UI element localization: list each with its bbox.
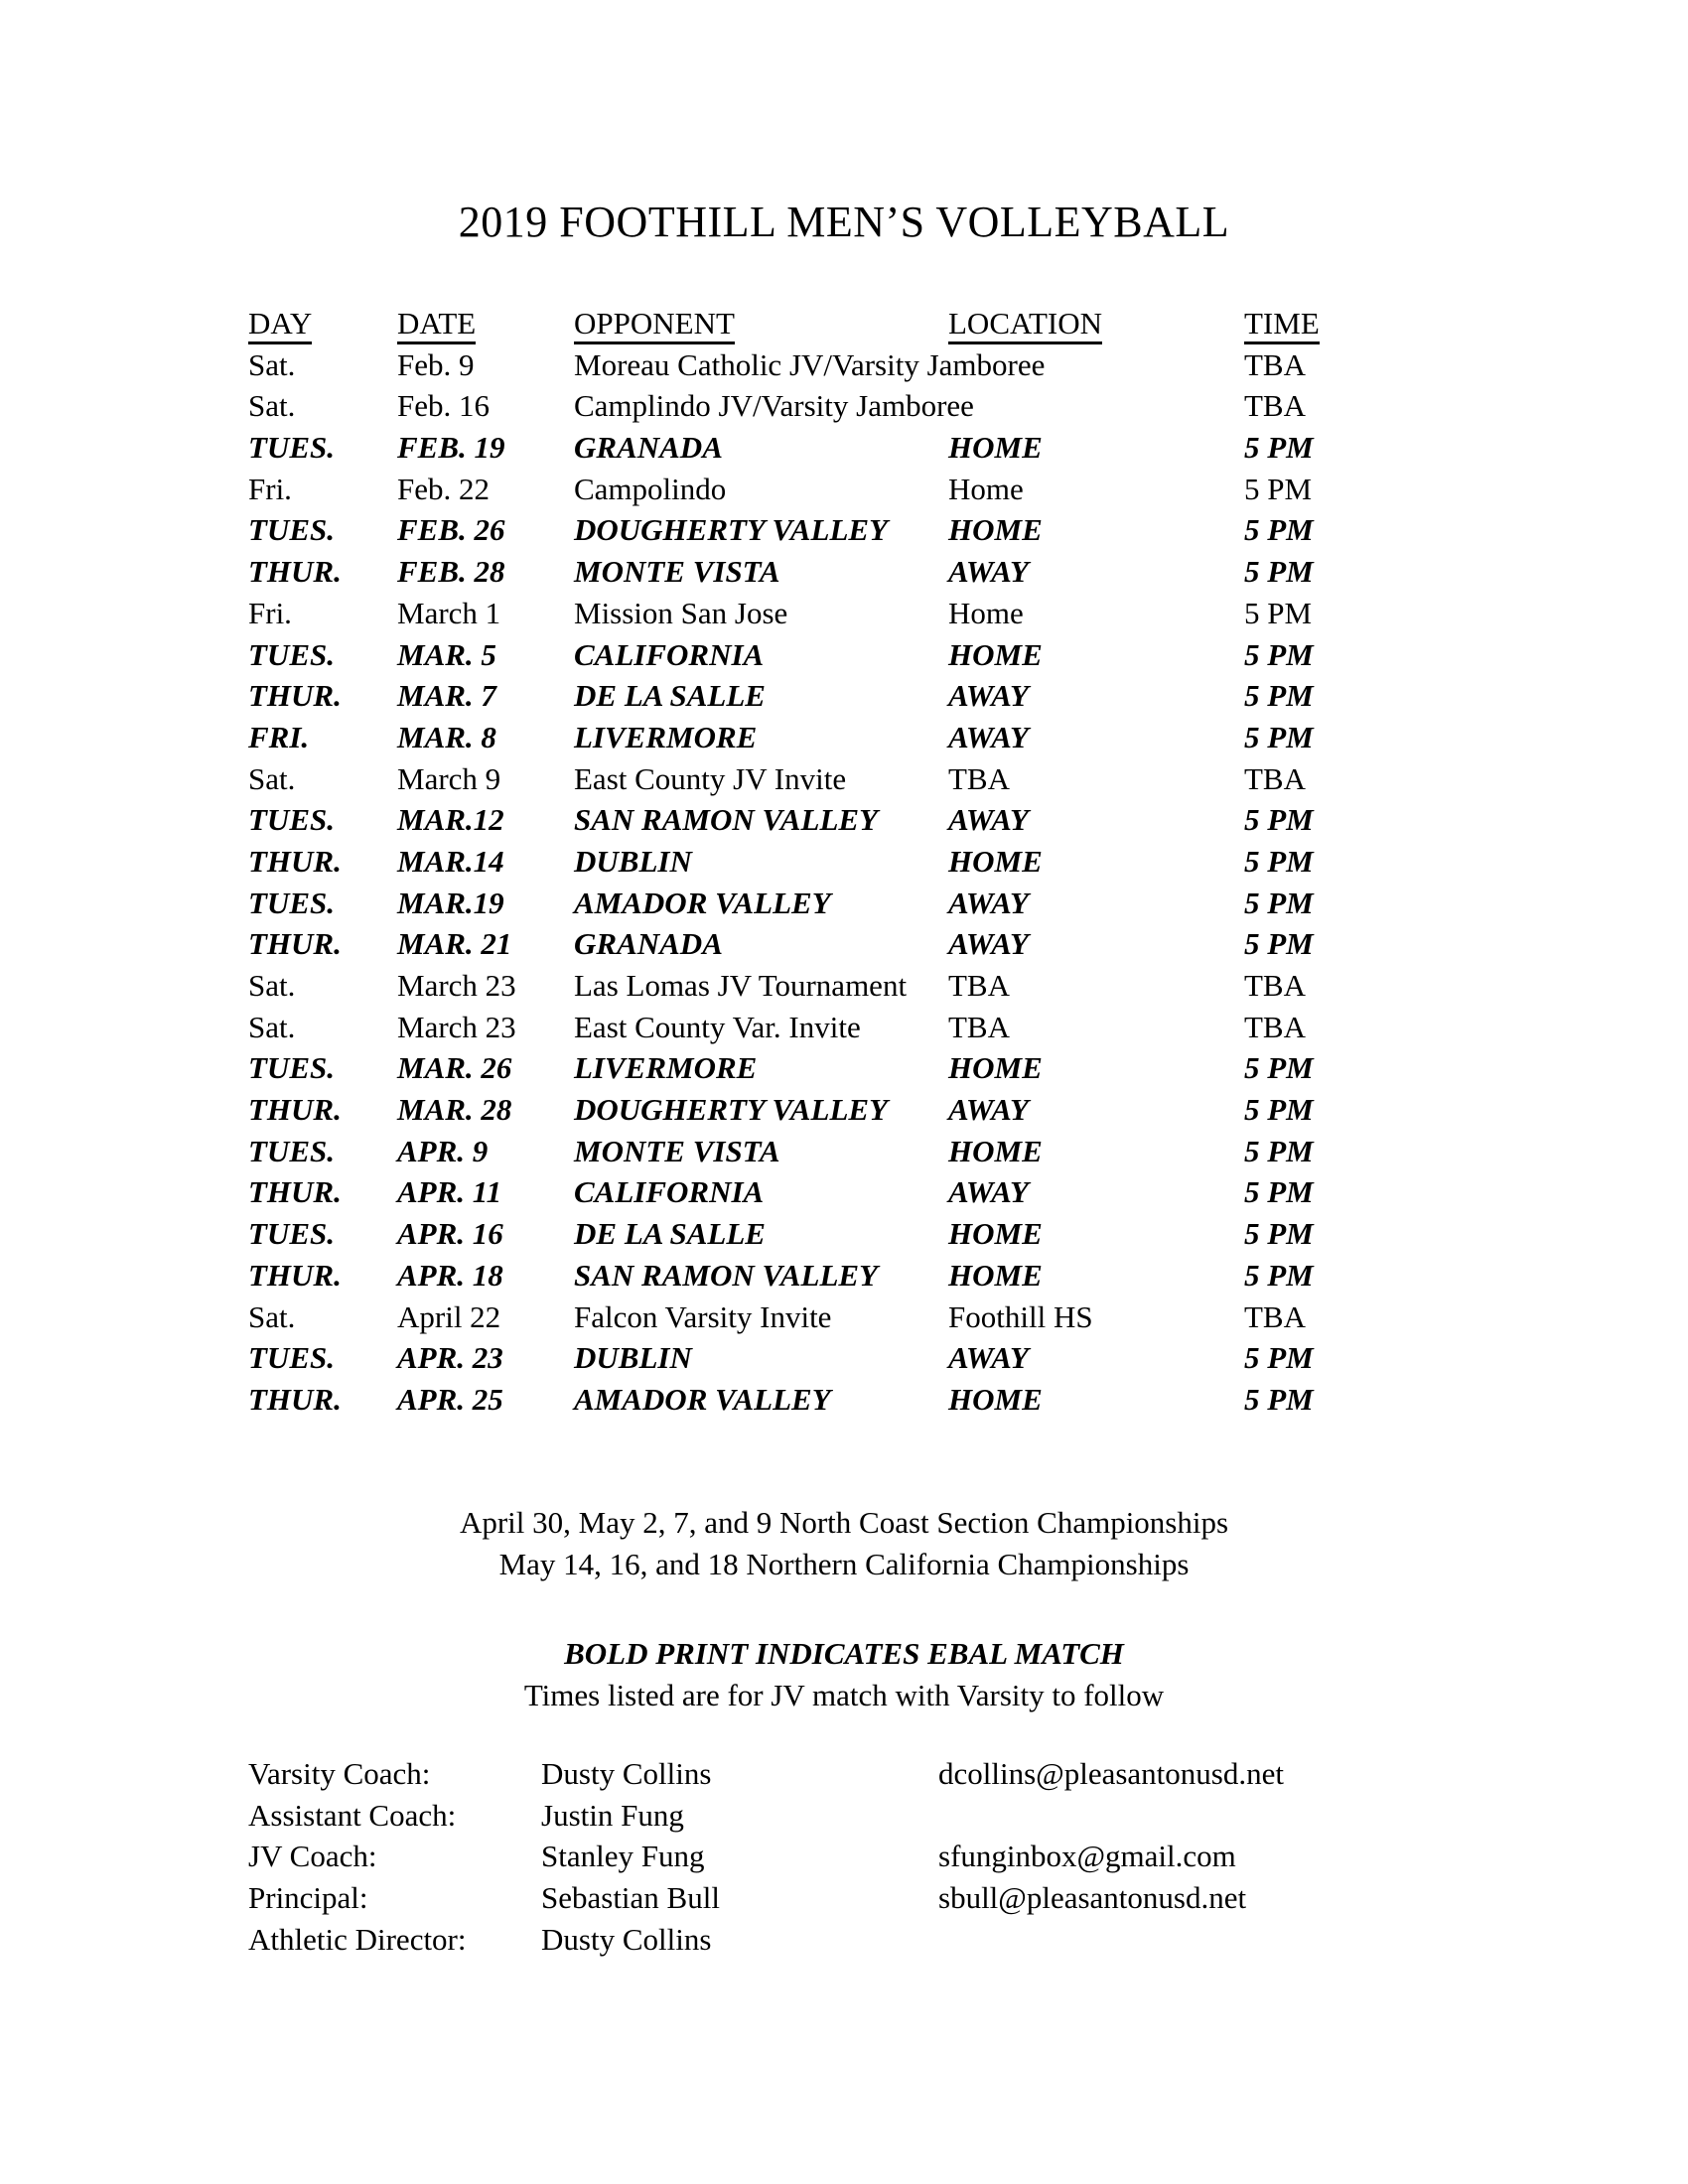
cell-date: March 23 (397, 968, 516, 1003)
contact-role: Varsity Coach: (248, 1756, 431, 1791)
cell-date: MAR. 21 (397, 926, 512, 962)
bold-print-note: BOLD PRINT INDICATES EBAL MATCH (564, 1636, 1124, 1671)
cell-day: TUES. (248, 802, 335, 838)
schedule-row (248, 634, 1373, 676)
cell-opponent: SAN RAMON VALLEY (574, 802, 879, 838)
cell-time: 5 PM (1244, 1381, 1314, 1417)
cell-time: 5 PM (1244, 554, 1314, 590)
cell-opponent: DOUGHERTY VALLEY (574, 512, 889, 548)
cell-opponent: Moreau Catholic JV/Varsity Jamboree (574, 346, 1046, 382)
cell-date: March 9 (397, 760, 501, 796)
schedule-row (248, 923, 1373, 965)
schedule-row (248, 717, 1373, 758)
cell-location: Foothill HS (948, 1298, 1093, 1334)
contact-row (248, 1877, 1284, 1919)
cell-time: TBA (1244, 1009, 1306, 1044)
cell-day: THUR. (248, 843, 342, 879)
cell-day: THUR. (248, 1174, 342, 1210)
cell-location: Home (948, 595, 1024, 630)
cell-date: APR. 16 (397, 1216, 503, 1252)
cell-date: MAR. 8 (397, 719, 496, 754)
cell-date: APR. 18 (397, 1257, 503, 1293)
cell-opponent: SAN RAMON VALLEY (574, 1257, 879, 1293)
cell-day: TUES. (248, 1216, 335, 1252)
cell-date: Feb. 9 (397, 346, 475, 382)
column-header-location-label: LOCATION (948, 308, 1102, 344)
cell-day: TUES. (248, 512, 335, 548)
cell-location: AWAY (948, 926, 1029, 962)
cell-location: AWAY (948, 802, 1029, 838)
cell-day: THUR. (248, 678, 342, 714)
cell-location: TBA (948, 968, 1010, 1003)
cell-date: APR. 25 (397, 1381, 503, 1417)
cell-location: TBA (948, 760, 1010, 796)
cell-location: AWAY (948, 885, 1029, 920)
cell-day: FRI. (248, 719, 310, 754)
cell-opponent: CALIFORNIA (574, 1174, 765, 1210)
cell-opponent: AMADOR VALLEY (574, 885, 831, 920)
cell-time: 5 PM (1244, 1257, 1314, 1293)
times-note: Times listed are for JV match with Varsity to follow (523, 1678, 1165, 1712)
column-header-time-label: TIME (1244, 308, 1320, 344)
contact-email: dcollins@pleasantonusd.net (938, 1756, 1284, 1791)
cell-day: Sat. (248, 1009, 296, 1044)
cell-day: TUES. (248, 430, 335, 466)
cell-location: HOME (948, 1381, 1043, 1417)
cell-location: Home (948, 471, 1024, 506)
cell-opponent: CALIFORNIA (574, 636, 765, 672)
schedule-row (248, 344, 1373, 386)
contact-row (248, 1919, 1284, 1961)
cell-day: THUR. (248, 1257, 342, 1293)
cell-time: TBA (1244, 388, 1306, 424)
cell-day: TUES. (248, 1050, 335, 1086)
column-header-date (397, 303, 574, 344)
cell-date: MAR.14 (397, 843, 504, 879)
cell-time: 5 PM (1244, 1133, 1314, 1168)
cell-date: Feb. 16 (397, 388, 490, 424)
cell-day: THUR. (248, 554, 342, 590)
cell-time: 5 PM (1244, 636, 1314, 672)
cell-opponent: East County JV Invite (574, 760, 847, 796)
schedule-table (248, 303, 1373, 1421)
contact-role: JV Coach: (248, 1839, 377, 1874)
contact-role: Assistant Coach: (248, 1797, 457, 1833)
cell-opponent: East County Var. Invite (574, 1009, 861, 1044)
schedule-row (248, 469, 1373, 510)
schedule-row (248, 1089, 1373, 1131)
column-header-opponent (574, 303, 948, 344)
cell-opponent: DUBLIN (574, 1340, 692, 1376)
contacts-list (248, 1753, 1284, 1960)
cell-time: 5 PM (1244, 1216, 1314, 1252)
schedule-row (248, 509, 1373, 551)
contact-name: Sebastian Bull (541, 1880, 720, 1916)
cell-date: MAR. 26 (397, 1050, 512, 1086)
cell-opponent: LIVERMORE (574, 719, 758, 754)
cell-date: Feb. 22 (397, 471, 490, 506)
contact-row (248, 1753, 1284, 1795)
cell-time: TBA (1244, 760, 1306, 796)
cell-time: 5 PM (1244, 719, 1314, 754)
schedule-row (248, 1255, 1373, 1297)
schedule-row (248, 427, 1373, 469)
cell-day: Sat. (248, 346, 296, 382)
cell-date: MAR.19 (397, 885, 504, 920)
cell-date: FEB. 28 (397, 554, 505, 590)
schedule-row (248, 675, 1373, 717)
column-header-date-label: DATE (397, 308, 476, 344)
cell-day: Fri. (248, 471, 292, 506)
column-header-location (948, 303, 1244, 344)
cell-opponent: DOUGHERTY VALLEY (574, 1092, 889, 1128)
cell-day: Sat. (248, 1298, 296, 1334)
cell-location: AWAY (948, 1174, 1029, 1210)
cell-opponent: GRANADA (574, 430, 723, 466)
cell-date: March 23 (397, 1009, 516, 1044)
cell-opponent: DUBLIN (574, 843, 692, 879)
cell-time: TBA (1244, 968, 1306, 1003)
schedule-row (248, 1131, 1373, 1172)
cell-location: HOME (948, 1257, 1043, 1293)
schedule-header-row (248, 303, 1373, 344)
cell-location: AWAY (948, 719, 1029, 754)
cell-day: THUR. (248, 1381, 342, 1417)
cell-time: 5 PM (1244, 1092, 1314, 1128)
schedule-row (248, 1379, 1373, 1421)
schedule-row (248, 758, 1373, 800)
cell-time: 5 PM (1244, 843, 1314, 879)
cell-date: APR. 9 (397, 1133, 489, 1168)
cell-opponent: AMADOR VALLEY (574, 1381, 831, 1417)
cell-opponent: MONTE VISTA (574, 554, 780, 590)
championships-line-1: April 30, May 2, 7, and 9 North Coast Section Championships (459, 1505, 1229, 1540)
cell-location: HOME (948, 1133, 1043, 1168)
cell-opponent: Las Lomas JV Tournament (574, 968, 908, 1003)
contact-row (248, 1836, 1284, 1877)
schedule-row (248, 1007, 1373, 1048)
schedule-row (248, 841, 1373, 883)
cell-location: HOME (948, 430, 1043, 466)
cell-time: 5 PM (1244, 430, 1314, 466)
contact-role: Principal: (248, 1880, 368, 1916)
column-header-time (1244, 303, 1373, 344)
schedule-row (248, 965, 1373, 1007)
cell-day: Sat. (248, 388, 296, 424)
cell-opponent: Camplindo JV/Varsity Jamboree (574, 388, 974, 424)
cell-date: FEB. 19 (397, 430, 505, 466)
cell-opponent: Campolindo (574, 471, 727, 506)
cell-time: 5 PM (1244, 1174, 1314, 1210)
cell-time: 5 PM (1244, 512, 1314, 548)
contact-row (248, 1795, 1284, 1837)
cell-date: MAR. 5 (397, 636, 496, 672)
cell-time: 5 PM (1244, 926, 1314, 962)
cell-day: THUR. (248, 1092, 342, 1128)
cell-location: HOME (948, 512, 1043, 548)
contact-email: sfunginbox@gmail.com (938, 1839, 1236, 1874)
cell-day: TUES. (248, 1133, 335, 1168)
cell-opponent: DE LA SALLE (574, 1216, 766, 1252)
contact-name: Stanley Fung (541, 1839, 705, 1874)
schedule-row (248, 385, 1373, 427)
cell-location: AWAY (948, 678, 1029, 714)
contact-role: Athletic Director: (248, 1921, 467, 1957)
cell-opponent: DE LA SALLE (574, 678, 766, 714)
cell-time: 5 PM (1244, 885, 1314, 920)
contact-name: Dusty Collins (541, 1921, 712, 1957)
schedule-row (248, 551, 1373, 593)
cell-location: TBA (948, 1009, 1010, 1044)
schedule-row (248, 1171, 1373, 1213)
schedule-row (248, 1213, 1373, 1255)
cell-date: FEB. 26 (397, 512, 505, 548)
championships-note (0, 1502, 1688, 1585)
column-header-day-label: DAY (248, 308, 312, 344)
cell-date: April 22 (397, 1298, 501, 1334)
cell-date: MAR. 28 (397, 1092, 512, 1128)
page-title: 2019 FOOTHILL MEN’S VOLLEYBALL (458, 198, 1230, 246)
cell-day: TUES. (248, 885, 335, 920)
schedule-row (248, 883, 1373, 924)
cell-time: 5 PM (1244, 802, 1314, 838)
cell-day: TUES. (248, 1340, 335, 1376)
column-header-day (248, 303, 397, 344)
ebal-note (0, 1633, 1688, 1716)
cell-location: AWAY (948, 1340, 1029, 1376)
cell-opponent: Mission San Jose (574, 595, 788, 630)
cell-location: AWAY (948, 554, 1029, 590)
cell-date: APR. 23 (397, 1340, 503, 1376)
schedule-row (248, 1297, 1373, 1338)
contact-name: Dusty Collins (541, 1756, 712, 1791)
cell-day: Fri. (248, 595, 292, 630)
cell-location: HOME (948, 636, 1043, 672)
schedule-row (248, 799, 1373, 841)
cell-time: 5 PM (1244, 678, 1314, 714)
cell-date: MAR. 7 (397, 678, 496, 714)
cell-location: HOME (948, 1050, 1043, 1086)
cell-date: March 1 (397, 595, 501, 630)
cell-opponent: MONTE VISTA (574, 1133, 780, 1168)
cell-day: TUES. (248, 636, 335, 672)
cell-location: AWAY (948, 1092, 1029, 1128)
cell-time: 5 PM (1244, 471, 1313, 506)
cell-location: HOME (948, 843, 1043, 879)
cell-opponent: GRANADA (574, 926, 723, 962)
cell-location: HOME (948, 1216, 1043, 1252)
contact-email: sbull@pleasantonusd.net (938, 1880, 1247, 1916)
schedule-body (248, 344, 1373, 1421)
cell-time: 5 PM (1244, 1340, 1314, 1376)
cell-date: APR. 11 (397, 1174, 502, 1210)
cell-time: TBA (1244, 346, 1306, 382)
cell-opponent: LIVERMORE (574, 1050, 758, 1086)
cell-opponent: Falcon Varsity Invite (574, 1298, 832, 1334)
cell-date: MAR.12 (397, 802, 504, 838)
column-header-opponent-label: OPPONENT (574, 308, 735, 344)
schedule-row (248, 1337, 1373, 1379)
cell-time: 5 PM (1244, 1050, 1314, 1086)
schedule-row (248, 1047, 1373, 1089)
schedule-row (248, 593, 1373, 634)
contact-name: Justin Fung (541, 1797, 684, 1833)
cell-time: 5 PM (1244, 595, 1313, 630)
cell-day: Sat. (248, 760, 296, 796)
cell-time: TBA (1244, 1298, 1306, 1334)
cell-day: THUR. (248, 926, 342, 962)
championships-line-2: May 14, 16, and 18 Northern California Championships (498, 1547, 1190, 1581)
cell-day: Sat. (248, 968, 296, 1003)
